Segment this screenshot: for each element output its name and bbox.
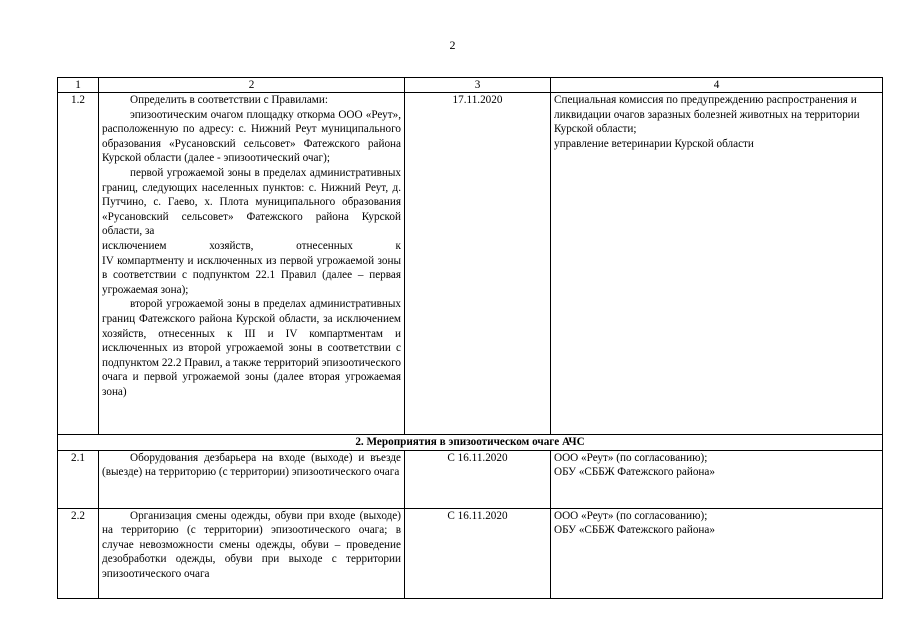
paragraph: Организация смены одежды, обуви при входе (выходе) на территорию (с территории) эпизоотического очага; в случае невозможности смены одежды, обуви – проведение дезобработки одежды, обуви при выходе с территории эпизоотического очага bbox=[102, 509, 401, 580]
row-number: 1.2 bbox=[58, 93, 99, 435]
responsible-entry: ООО «Реут» (по согласованию); bbox=[554, 509, 708, 522]
row-date: С 16.11.2020 bbox=[405, 450, 551, 508]
responsible-entry: ОБУ «СББЖ Фатежского района» bbox=[554, 466, 715, 479]
header-col-1: 1 bbox=[58, 78, 99, 93]
responsible-entry: ООО «Реут» (по согласованию); bbox=[554, 451, 708, 464]
row-responsible bbox=[551, 508, 883, 598]
row-description bbox=[99, 93, 405, 435]
measures-table bbox=[57, 77, 883, 599]
table-header-row bbox=[58, 78, 883, 93]
responsible-entry: управление ветеринарии Курской области bbox=[554, 137, 754, 150]
table-row bbox=[58, 450, 883, 508]
row-number: 2.2 bbox=[58, 508, 99, 598]
header-col-2: 2 bbox=[99, 78, 405, 93]
paragraph: второй угрожаемой зоны в пределах административных границ Фатежского района Курской области, за исключением хозяйств, отнесенных к III и IV компартментам и исключенных из второй угрожаемой зоны в соответствии с подпунктом 22.2 Правил, а также территорий эпизоотического очага и первой угрожаемой зоны (далее вторая угрожаемая зона) bbox=[102, 298, 401, 398]
header-col-3: 3 bbox=[405, 78, 551, 93]
paragraph: эпизоотическим очагом площадку откорма ООО «Реут», расположенную по адресу: с. Нижний Реут муниципального образования «Русановский сельсовет» Фатежского района Курской области (далее - эпизоотический очаг); bbox=[102, 108, 401, 165]
responsible-entry: Специальная комиссия по предупреждению распространения и ликвидации очагов заразных болезней животных на территории Курской области; bbox=[554, 94, 860, 136]
paragraph-line: исключением хозяйств, отнесенных к bbox=[102, 239, 401, 252]
header-col-4: 4 bbox=[551, 78, 883, 93]
paragraph: IV компартменту и исключенных из первой угрожаемой зоны в соответствии с подпунктом 22.1 Правил (далее – первая угрожаемая зона); bbox=[102, 254, 401, 296]
row-number: 2.1 bbox=[58, 450, 99, 508]
paragraph: Оборудования дезбарьера на входе (выходе) и въезде (выезде) на территорию (с территории) эпизоотического очага bbox=[102, 451, 401, 479]
table-row bbox=[58, 508, 883, 598]
paragraph: первой угрожаемой зоны в пределах административных границ, следующих населенных пунктов: с. Нижний Реут, д. Путчино, с. Гаево, х. Плота муниципального образования «Русановский сельсовет» Фатежского района Курской области, за bbox=[102, 166, 401, 238]
responsible-entry: ОБУ «СББЖ Фатежского района» bbox=[554, 524, 715, 537]
row-description bbox=[99, 508, 405, 598]
row-responsible bbox=[551, 93, 883, 435]
paragraph: Определить в соответствии с Правилами: bbox=[130, 94, 328, 106]
table-row bbox=[58, 93, 883, 435]
page-number: 2 bbox=[449, 38, 456, 52]
row-responsible bbox=[551, 450, 883, 508]
section-heading-row bbox=[58, 435, 883, 451]
row-date: С 16.11.2020 bbox=[405, 508, 551, 598]
row-description bbox=[99, 450, 405, 508]
row-date: 17.11.2020 bbox=[405, 93, 551, 435]
section-title: 2. Мероприятия в эпизоотическом очаге АЧС bbox=[58, 435, 883, 451]
